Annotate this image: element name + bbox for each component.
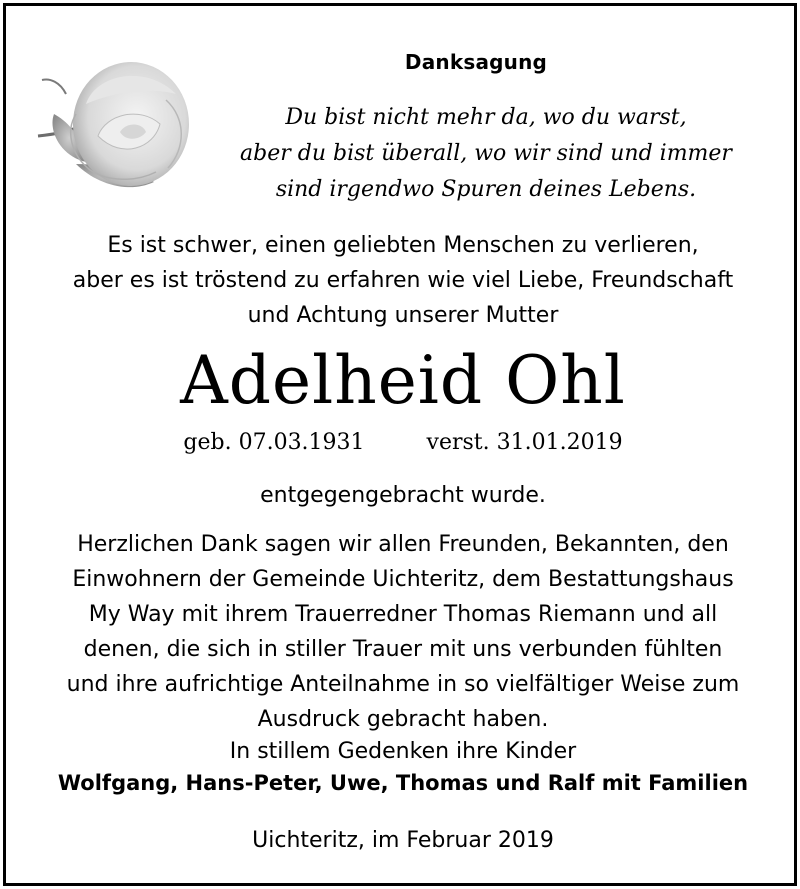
memorial-line: In stillem Gedenken ihre Kinder	[229, 739, 577, 764]
intro-line: aber es ist tröstend zu erfahren wie viel Liebe, Freundschaft	[72, 268, 734, 293]
life-dates	[6, 430, 800, 455]
thanks-line: Einwohnern der Gemeinde Uichteritz, dem Bestattungshaus	[72, 567, 734, 592]
family-names: Wolfgang, Hans-Peter, Uwe, Thomas und Ralf mit Familien	[57, 771, 749, 795]
death-date: verst. 31.01.2019	[426, 430, 623, 455]
deceased-name: Adelheid Ohl	[180, 342, 626, 419]
place-date: Uichteritz, im Februar 2019	[252, 828, 554, 853]
thanks-line: My Way mit ihrem Trauerredner Thomas Riemann und all	[88, 602, 718, 627]
rose-icon	[36, 44, 196, 204]
intro-line: Es ist schwer, einen geliebten Menschen zu verlieren,	[107, 233, 699, 258]
birth-date: geb. 07.03.1931	[183, 430, 365, 455]
intro-line: und Achtung unserer Mutter	[247, 303, 559, 328]
poem-line: aber du bist überall, wo wir sind und immer	[240, 141, 732, 166]
thanks-line: denen, die sich in stiller Trauer mit uns verbunden fühlten	[83, 637, 723, 662]
heading: Danksagung	[404, 50, 548, 74]
thanks-text	[6, 527, 800, 737]
poem-line: sind irgendwo Spuren deines Lebens.	[275, 177, 697, 202]
poem	[181, 100, 791, 208]
thanks-line: und ihre aufrichtige Anteilnahme in so vielfältiger Weise zum	[66, 672, 740, 697]
notice-frame	[3, 3, 797, 886]
after-name-text: entgegengebracht wurde.	[260, 483, 546, 508]
intro-text	[6, 228, 800, 333]
thanks-line: Herzlichen Dank sagen wir allen Freunden, Bekannten, den	[77, 532, 729, 557]
thanks-line: Ausdruck gebracht haben.	[257, 707, 549, 732]
poem-line: Du bist nicht mehr da, wo du warst,	[285, 105, 687, 130]
